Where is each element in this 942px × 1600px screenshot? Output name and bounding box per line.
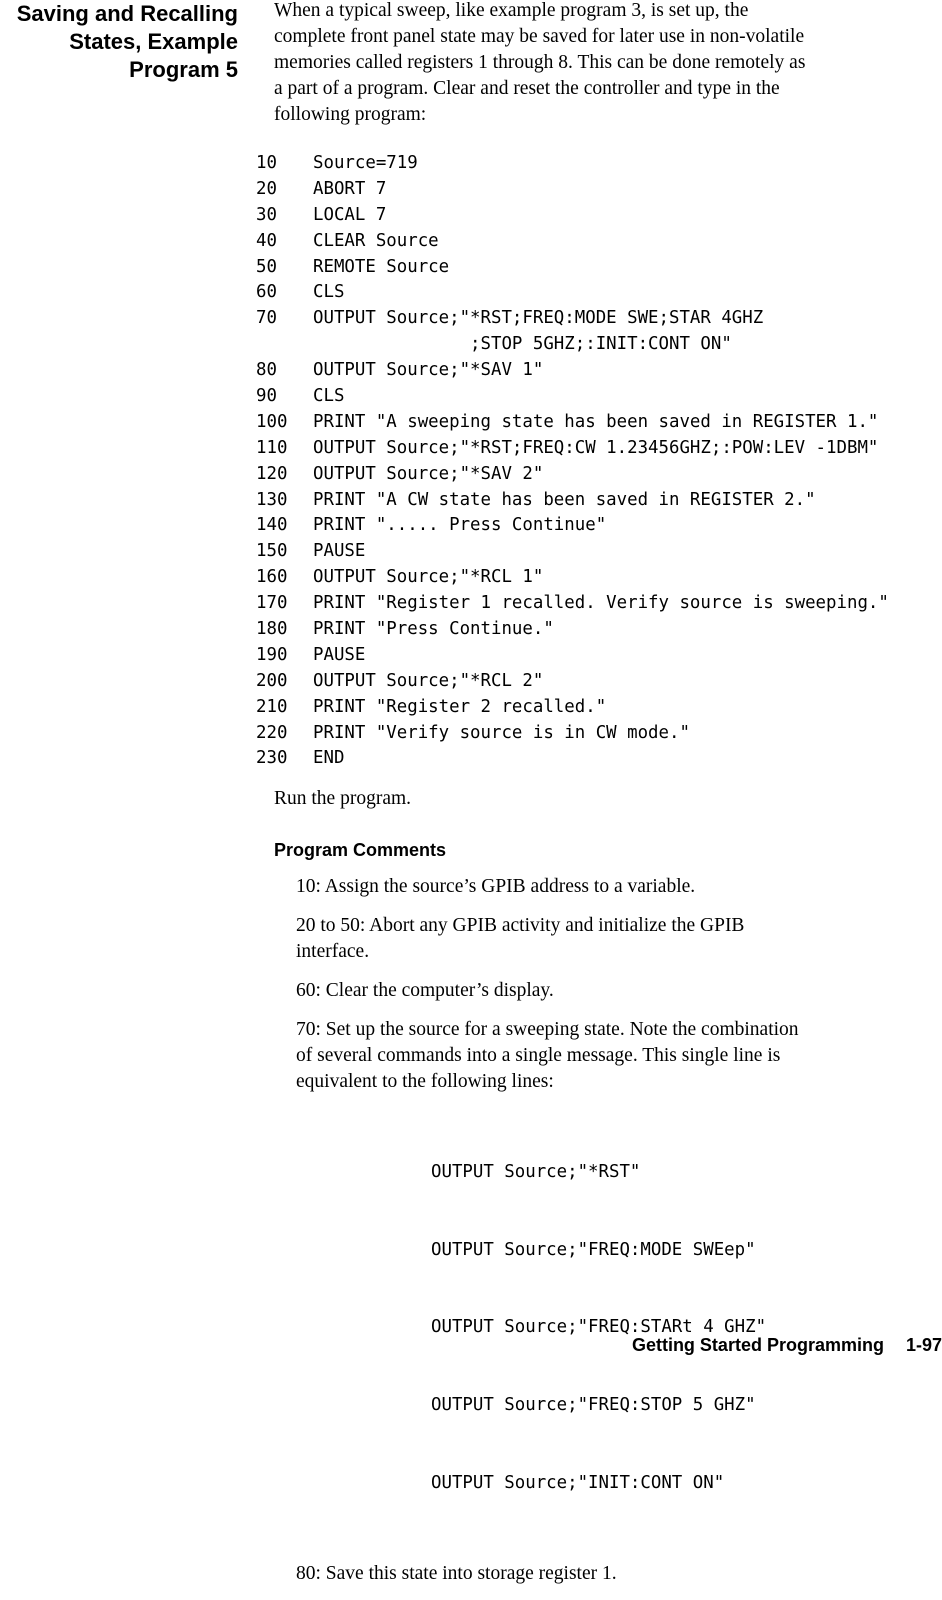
line-code: OUTPUT Source;"*RST;FREQ:CW 1.23456GHZ;:POW:LEV -1DBM" <box>313 437 879 458</box>
line-code: OUTPUT Source;"*SAV 1" <box>313 360 544 381</box>
comment-line: 20 to 50: Abort any GPIB activity and initialize the GPIB <box>296 915 745 936</box>
equivalent-command-line: OUTPUT Source;"INIT:CONT ON" <box>431 1472 725 1493</box>
line-number: 140 <box>256 515 288 536</box>
program-line <box>256 436 889 462</box>
line-number: 170 <box>256 593 288 614</box>
program-line <box>256 539 889 565</box>
program-line <box>256 643 889 669</box>
program-line <box>256 358 889 384</box>
comment-line: interface. <box>296 941 370 962</box>
line-code: PRINT "Press Continue." <box>313 619 554 640</box>
program-line <box>256 229 889 255</box>
comment-line: 70: Set up the source for a sweeping state. Note the combination <box>296 1019 799 1040</box>
line-code: PRINT "A sweeping state has been saved in REGISTER 1." <box>313 411 879 432</box>
program-comments <box>296 874 936 1600</box>
line-number: 10 <box>256 153 277 173</box>
intro-line: a part of a program. Clear and reset the controller and type in the <box>274 78 780 99</box>
intro-paragraph <box>274 0 940 128</box>
line-number: 100 <box>256 411 288 432</box>
page-number: 1-97 <box>905 1335 942 1355</box>
line-number: 110 <box>256 437 288 458</box>
line-number: 210 <box>256 696 288 717</box>
line-number: 120 <box>256 463 288 484</box>
line-code: PRINT "Verify source is in CW mode." <box>313 722 690 743</box>
line-code: PRINT "A CW state has been saved in REGISTER 2." <box>313 489 816 510</box>
program-line <box>256 384 889 410</box>
line-number: 60 <box>256 282 277 303</box>
section-heading-line: Program 5 <box>129 57 238 82</box>
line-number: 220 <box>256 722 288 743</box>
footer-section-title: Getting Started Programming <box>631 1335 884 1355</box>
program-line <box>256 177 889 203</box>
intro-line: When a typical sweep, like example program 3, is set up, the <box>274 0 749 21</box>
line-number: 90 <box>256 386 277 407</box>
section-heading <box>0 0 238 84</box>
line-code: PRINT "Register 2 recalled." <box>313 696 607 717</box>
line-number: 230 <box>256 748 288 769</box>
line-code: PAUSE <box>313 644 366 665</box>
line-code: REMOTE Source <box>313 256 450 277</box>
line-number: 180 <box>256 619 288 640</box>
comment-line: of several commands into a single message. This single line is <box>296 1045 781 1066</box>
equivalent-command-line: OUTPUT Source;"*RST" <box>431 1161 641 1182</box>
comment-line: equivalent to the following lines: <box>296 1071 554 1092</box>
program-comments-heading: Program Comments <box>274 840 447 860</box>
intro-line: memories called registers 1 through 8. This can be done remotely as <box>274 52 806 73</box>
comment-60: 60: Clear the computer’s display. <box>296 980 554 1001</box>
line-code: PAUSE <box>313 541 366 562</box>
line-code: OUTPUT Source;"*RCL 1" <box>313 567 544 588</box>
line-number: 20 <box>256 178 277 199</box>
equivalent-command-line: OUTPUT Source;"FREQ:STARt 4 GHZ" <box>431 1317 767 1338</box>
line-code: CLS <box>313 386 345 407</box>
section-heading-line: States, Example <box>69 29 238 54</box>
line-number: 160 <box>256 567 288 588</box>
comment-10: 10: Assign the source’s GPIB address to a variable. <box>296 876 696 897</box>
program-line <box>256 203 889 229</box>
intro-line: following program: <box>274 104 427 125</box>
line-code: CLEAR Source <box>313 230 439 251</box>
line-number: 80 <box>256 360 277 381</box>
line-code: OUTPUT Source;"*SAV 2" <box>313 463 544 484</box>
line-number: 70 <box>256 308 277 329</box>
line-code: PRINT "Register 1 recalled. Verify source is sweeping." <box>313 593 889 614</box>
program-line <box>256 332 889 358</box>
line-number: 190 <box>256 644 288 665</box>
equivalent-command-line: OUTPUT Source;"FREQ:STOP 5 GHZ" <box>431 1394 756 1415</box>
program-line <box>256 280 889 306</box>
program-line <box>256 255 889 281</box>
line-code: ABORT 7 <box>313 178 387 199</box>
page-footer <box>632 1333 942 1357</box>
program-line <box>256 462 889 488</box>
line-code: OUTPUT Source;"*RCL 2" <box>313 670 544 691</box>
line-code: Source=719 <box>313 153 418 173</box>
run-instruction: Run the program. <box>274 788 412 809</box>
line-number: 150 <box>256 541 288 562</box>
equivalent-commands <box>431 1108 936 1548</box>
line-code: CLS <box>313 282 345 303</box>
program-line <box>256 306 889 332</box>
program-line <box>256 746 889 772</box>
comment-20-50 <box>296 913 936 965</box>
program-line <box>256 488 889 514</box>
program-line <box>256 410 889 436</box>
section-heading-line: Saving and Recalling <box>16 1 238 26</box>
line-number: 130 <box>256 489 288 510</box>
program-line <box>256 591 889 617</box>
line-code: ;STOP 5GHZ;:INIT:CONT ON" <box>313 334 732 355</box>
line-code: END <box>313 748 345 769</box>
equivalent-command-line: OUTPUT Source;"FREQ:MODE SWEep" <box>431 1239 756 1260</box>
program-listing <box>256 151 889 772</box>
line-code: LOCAL 7 <box>313 204 387 225</box>
program-line <box>256 617 889 643</box>
line-code: OUTPUT Source;"*RST;FREQ:MODE SWE;STAR 4GHZ <box>313 308 764 329</box>
program-line <box>256 513 889 539</box>
program-line <box>256 695 889 721</box>
line-number: 30 <box>256 204 277 225</box>
comment-80: 80: Save this state into storage register 1. <box>296 1563 617 1585</box>
program-line <box>256 151 889 177</box>
comment-70 <box>296 1017 936 1095</box>
line-number: 200 <box>256 670 288 691</box>
program-line <box>256 669 889 695</box>
line-number: 40 <box>256 230 277 251</box>
line-number: 50 <box>256 256 277 277</box>
program-line <box>256 565 889 591</box>
intro-line: complete front panel state may be saved for later use in non-volatile <box>274 26 805 47</box>
line-code: PRINT "..... Press Continue" <box>313 515 607 536</box>
program-line <box>256 721 889 747</box>
